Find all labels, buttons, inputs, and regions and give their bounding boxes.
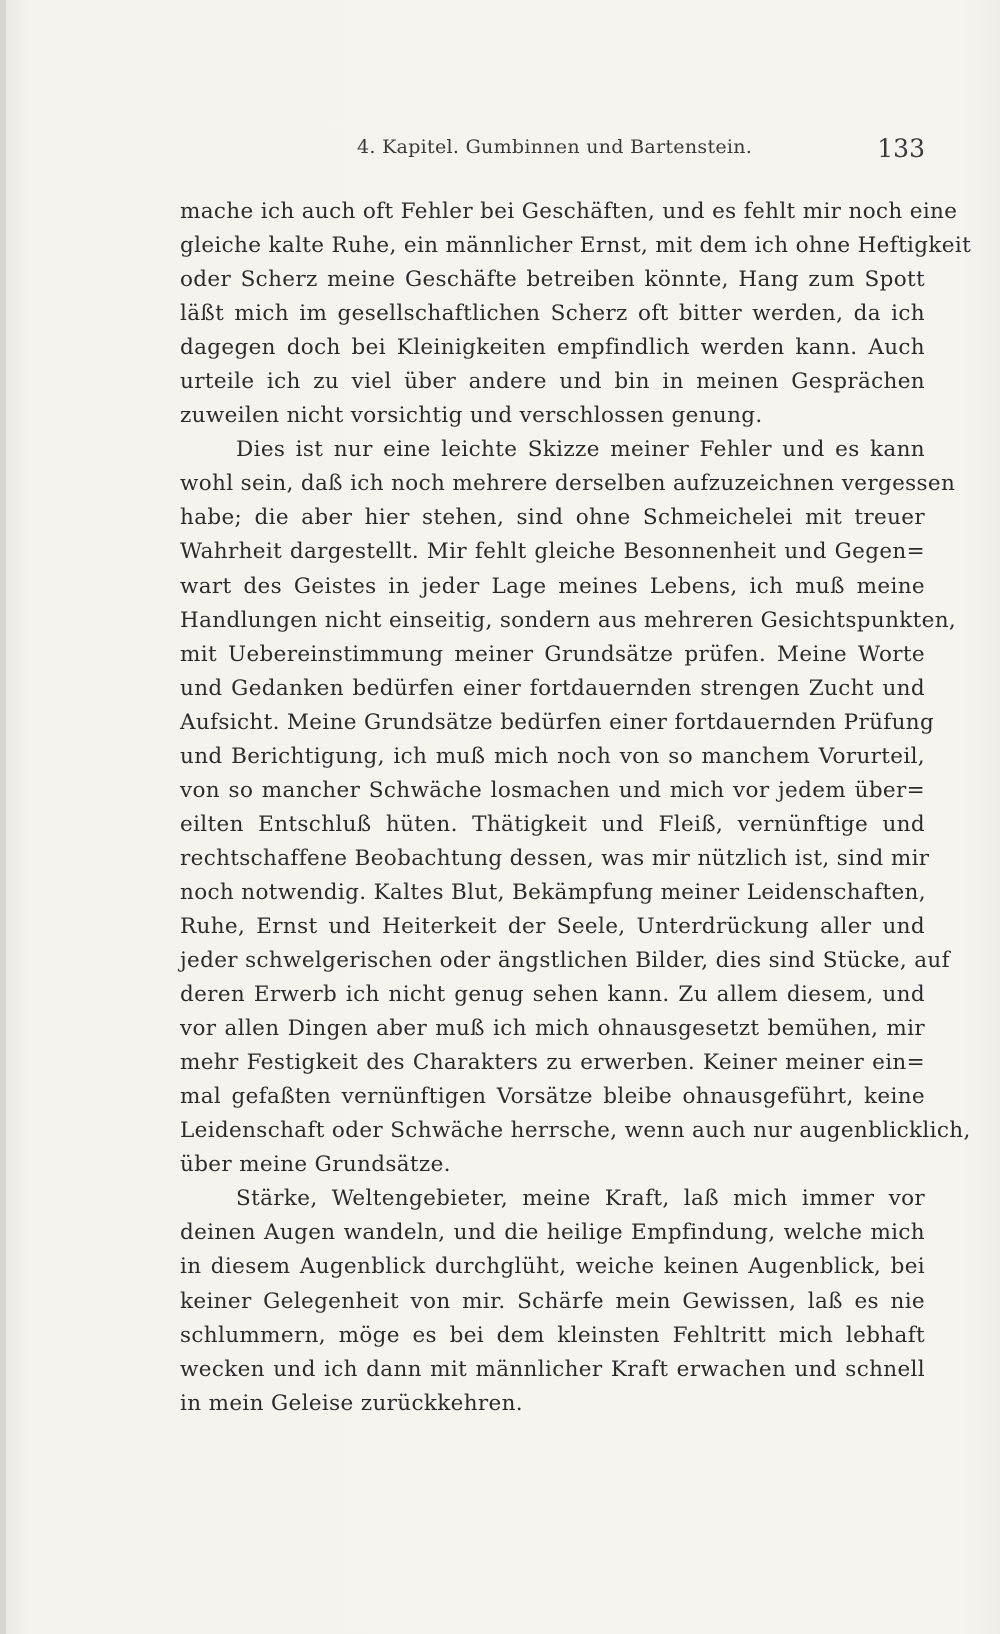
text-line: mit Uebereinstimmung meiner Grundsätze prüfen. Meine Worte — [180, 641, 925, 667]
text-line: mehr Festigkeit des Charakters zu erwerben. Keiner meiner ein= — [180, 1050, 925, 1076]
text-line: vor allen Dingen aber muß ich mich ohnausgesetzt bemühen, mir — [180, 1016, 925, 1042]
page-number: 133 — [877, 134, 925, 163]
text-line: in mein Geleise zurückkehren. — [180, 1390, 523, 1416]
text-line: deren Erwerb ich nicht genug sehen kann. Zu allem diesem, und — [180, 982, 925, 1008]
paragraph-start-line: Stärke, Weltengebieter, meine Kraft, laß mich immer vor — [236, 1186, 925, 1212]
text-line: deinen Augen wandeln, und die heilige Empfindung, welche mich — [180, 1220, 925, 1246]
page-header — [180, 136, 925, 164]
text-line: wecken und ich dann mit männlicher Kraft erwachen und schnell — [180, 1356, 925, 1382]
text-line: eilten Entschluß hüten. Thätigkeit und Fleiß, vernünftige und — [180, 811, 925, 837]
running-head: 4. Kapitel. Gumbinnen und Bartenstein. — [357, 136, 753, 158]
text-line: Ruhe, Ernst und Heiterkeit der Seele, Unterdrückung aller und — [180, 913, 925, 939]
text-line: dagegen doch bei Kleinigkeiten empfindlich werden kann. Auch — [180, 335, 925, 361]
text-line: läßt mich im gesellschaftlichen Scherz oft bitter werden, da ich — [180, 301, 925, 327]
text-line: oder Scherz meine Geschäfte betreiben könnte, Hang zum Spott — [180, 267, 925, 293]
text-line: über meine Grundsätze. — [180, 1152, 451, 1178]
text-line: keiner Gelegenheit von mir. Schärfe mein Gewissen, laß es nie — [180, 1288, 925, 1314]
text-line: Wahrheit dargestellt. Mir fehlt gleiche Besonnenheit und Gegen= — [180, 539, 925, 565]
paragraph-start-line: Dies ist nur eine leichte Skizze meiner Fehler und es kann — [236, 437, 925, 463]
text-line: zuweilen nicht vorsichtig und verschlossen genung. — [180, 403, 763, 429]
text-line: noch notwendig. Kaltes Blut, Bekämpfung meiner Leidenschaften, — [180, 879, 926, 905]
text-line: urteile ich zu viel über andere und bin in meinen Gesprächen — [180, 369, 925, 395]
text-line: und Gedanken bedürfen einer fortdauernden strengen Zucht und — [180, 675, 925, 701]
body-text — [180, 195, 972, 1421]
text-line: wohl sein, daß ich noch mehrere derselben aufzuzeichnen vergessen — [180, 471, 956, 497]
text-line: Handlungen nicht einseitig, sondern aus mehreren Gesichtspunkten, — [180, 607, 957, 633]
text-line: von so mancher Schwäche losmachen und mich vor jedem über= — [180, 777, 925, 803]
text-line: Aufsicht. Meine Grundsätze bedürfen einer fortdauernden Prüfung — [180, 709, 935, 735]
page-gutter-edge — [0, 0, 6, 1634]
text-line: in diesem Augenblick durchglüht, weiche keinen Augenblick, bei — [180, 1254, 925, 1280]
text-line: schlummern, möge es bei dem kleinsten Fehltritt mich lebhaft — [180, 1322, 925, 1348]
text-line: habe; die aber hier stehen, sind ohne Schmeichelei mit treuer — [180, 505, 925, 531]
text-line: und Berichtigung, ich muß mich noch von so manchem Vorurteil, — [180, 743, 925, 769]
text-line: mal gefaßten vernünftigen Vorsätze bleibe ohnausgeführt, keine — [180, 1084, 925, 1110]
text-line: rechtschaffene Beobachtung dessen, was mir nützlich ist, sind mir — [180, 845, 930, 871]
text-line: mache ich auch oft Fehler bei Geschäften, und es fehlt mir noch eine — [180, 199, 958, 224]
text-line: jeder schwelgerischen oder ängstlichen Bilder, dies sind Stücke, auf — [180, 948, 950, 974]
text-line: Leidenschaft oder Schwäche herrsche, wenn auch nur augenblicklich, — [180, 1118, 971, 1144]
text-line: wart des Geistes in jeder Lage meines Lebens, ich muß meine — [180, 573, 925, 599]
text-line: gleiche kalte Ruhe, ein männlicher Ernst, mit dem ich ohne Heftigkeit — [180, 233, 972, 259]
